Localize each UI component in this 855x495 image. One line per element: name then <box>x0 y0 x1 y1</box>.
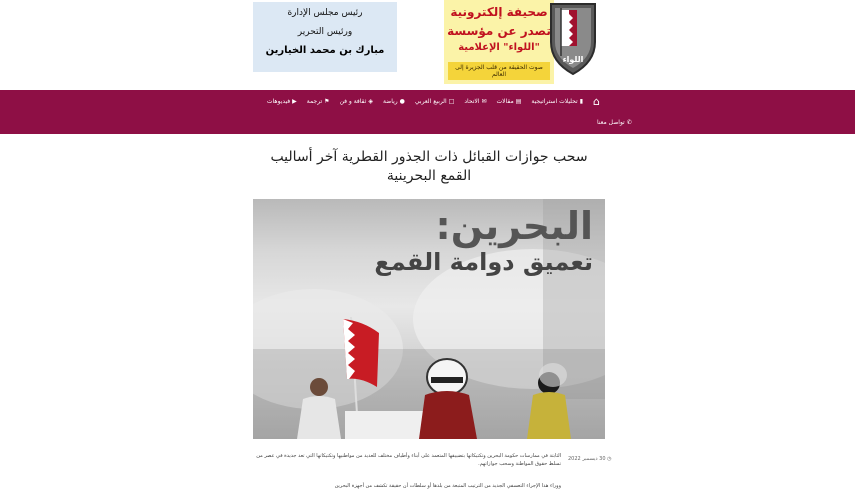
article-paragraph-2: ووراء هذا الإجراء التعسفي الجديد من الترتيب المتبعة من بلدها أو سلطات أن حقيقة تكشف من أجهزة البحرين <box>334 483 561 489</box>
main-nav <box>0 90 855 134</box>
logo-tagline-1: صحيفة إلكترونية <box>450 5 548 19</box>
nav-item-label: تحليلات استراتيجية <box>531 98 578 105</box>
nav-item-label: تواصل معنا <box>597 119 625 126</box>
nav-item-contact[interactable] <box>597 119 632 126</box>
admin-line-2: ورئيس التحرير <box>297 27 353 37</box>
video-icon: ▶ <box>292 98 297 105</box>
logo-tagline-2: تصدر عن مؤسسة <box>447 24 551 38</box>
nav-row-main <box>267 95 600 108</box>
nav-item-translation[interactable] <box>307 98 330 105</box>
globe-icon: □ <box>448 98 455 105</box>
nav-item-label: الربيع العربي <box>414 98 447 105</box>
flag-icon: ⚑ <box>324 98 330 105</box>
nav-item-label: فيديوهات <box>266 98 291 105</box>
nav-item-arab-spring[interactable] <box>415 98 454 105</box>
clock-icon: ◷ <box>607 456 612 462</box>
nav-row-secondary <box>597 119 632 126</box>
article-date-text: 30 ديسمبر 2022 <box>568 456 606 462</box>
logo-tagline-block <box>444 0 554 84</box>
admin-info-box <box>253 2 397 72</box>
nav-item-videos[interactable] <box>267 98 297 105</box>
nav-item-label: الاتحاد <box>464 98 480 105</box>
news-icon: ▤ <box>515 98 522 105</box>
site-header <box>0 0 855 90</box>
ball-icon: ● <box>399 98 405 105</box>
shield-logo-icon <box>547 0 599 76</box>
site-logo[interactable] <box>444 0 600 88</box>
doc-icon: ▮ <box>579 98 584 105</box>
admin-line-1: رئيس مجلس الإدارة <box>287 8 363 18</box>
book-icon: ◈ <box>368 98 373 105</box>
nav-item-label: ثقافة و فن <box>339 98 367 105</box>
logo-slogan: صوت الحقيقة من قلب الجزيرة إلى العالم <box>448 62 550 80</box>
nav-item-label: ترجمة <box>306 98 323 105</box>
admin-name: مبارك بن محمد الخيارين <box>265 45 385 56</box>
logo-tagline-3: "اللواء" الإعلامية <box>458 42 540 53</box>
nav-item-label: رياضة <box>382 98 398 105</box>
nav-item-sports[interactable] <box>383 98 405 105</box>
nav-item-label: مقالات <box>496 98 514 105</box>
home-icon[interactable]: ⌂ <box>593 95 600 108</box>
hero-headline-1: البحرين: <box>435 204 593 248</box>
article-title[interactable]: سحب جوازات القبائل ذات الجذور القطرية آخر أساليب القمع البحرينية <box>270 149 588 184</box>
article-hero-image <box>253 199 605 439</box>
nav-item-articles[interactable] <box>497 98 522 105</box>
nav-item-culture[interactable] <box>340 98 373 105</box>
nav-item-union[interactable] <box>464 98 486 105</box>
hero-headline-2: تعميق دوامة القمع <box>374 248 593 276</box>
shield-text: اللواء <box>562 55 584 64</box>
nav-item-analysis[interactable] <box>531 98 583 105</box>
hero-headline <box>374 205 593 277</box>
msg-icon: ✉ <box>481 98 487 105</box>
phone-icon: ✆ <box>626 119 632 126</box>
article-date <box>568 456 612 462</box>
article-paragraph-1: الثابتة في ممارسات حكومة البحرين وتكتيكاتها بتضييقها المتعمد على أبناء وأطياف مختلف للعديد من مواطنيها وتكتيكاتها التي تعد جديدة في عصر من تسلط حقوق المواطنة وسحب جوازاتهم. <box>256 453 561 467</box>
